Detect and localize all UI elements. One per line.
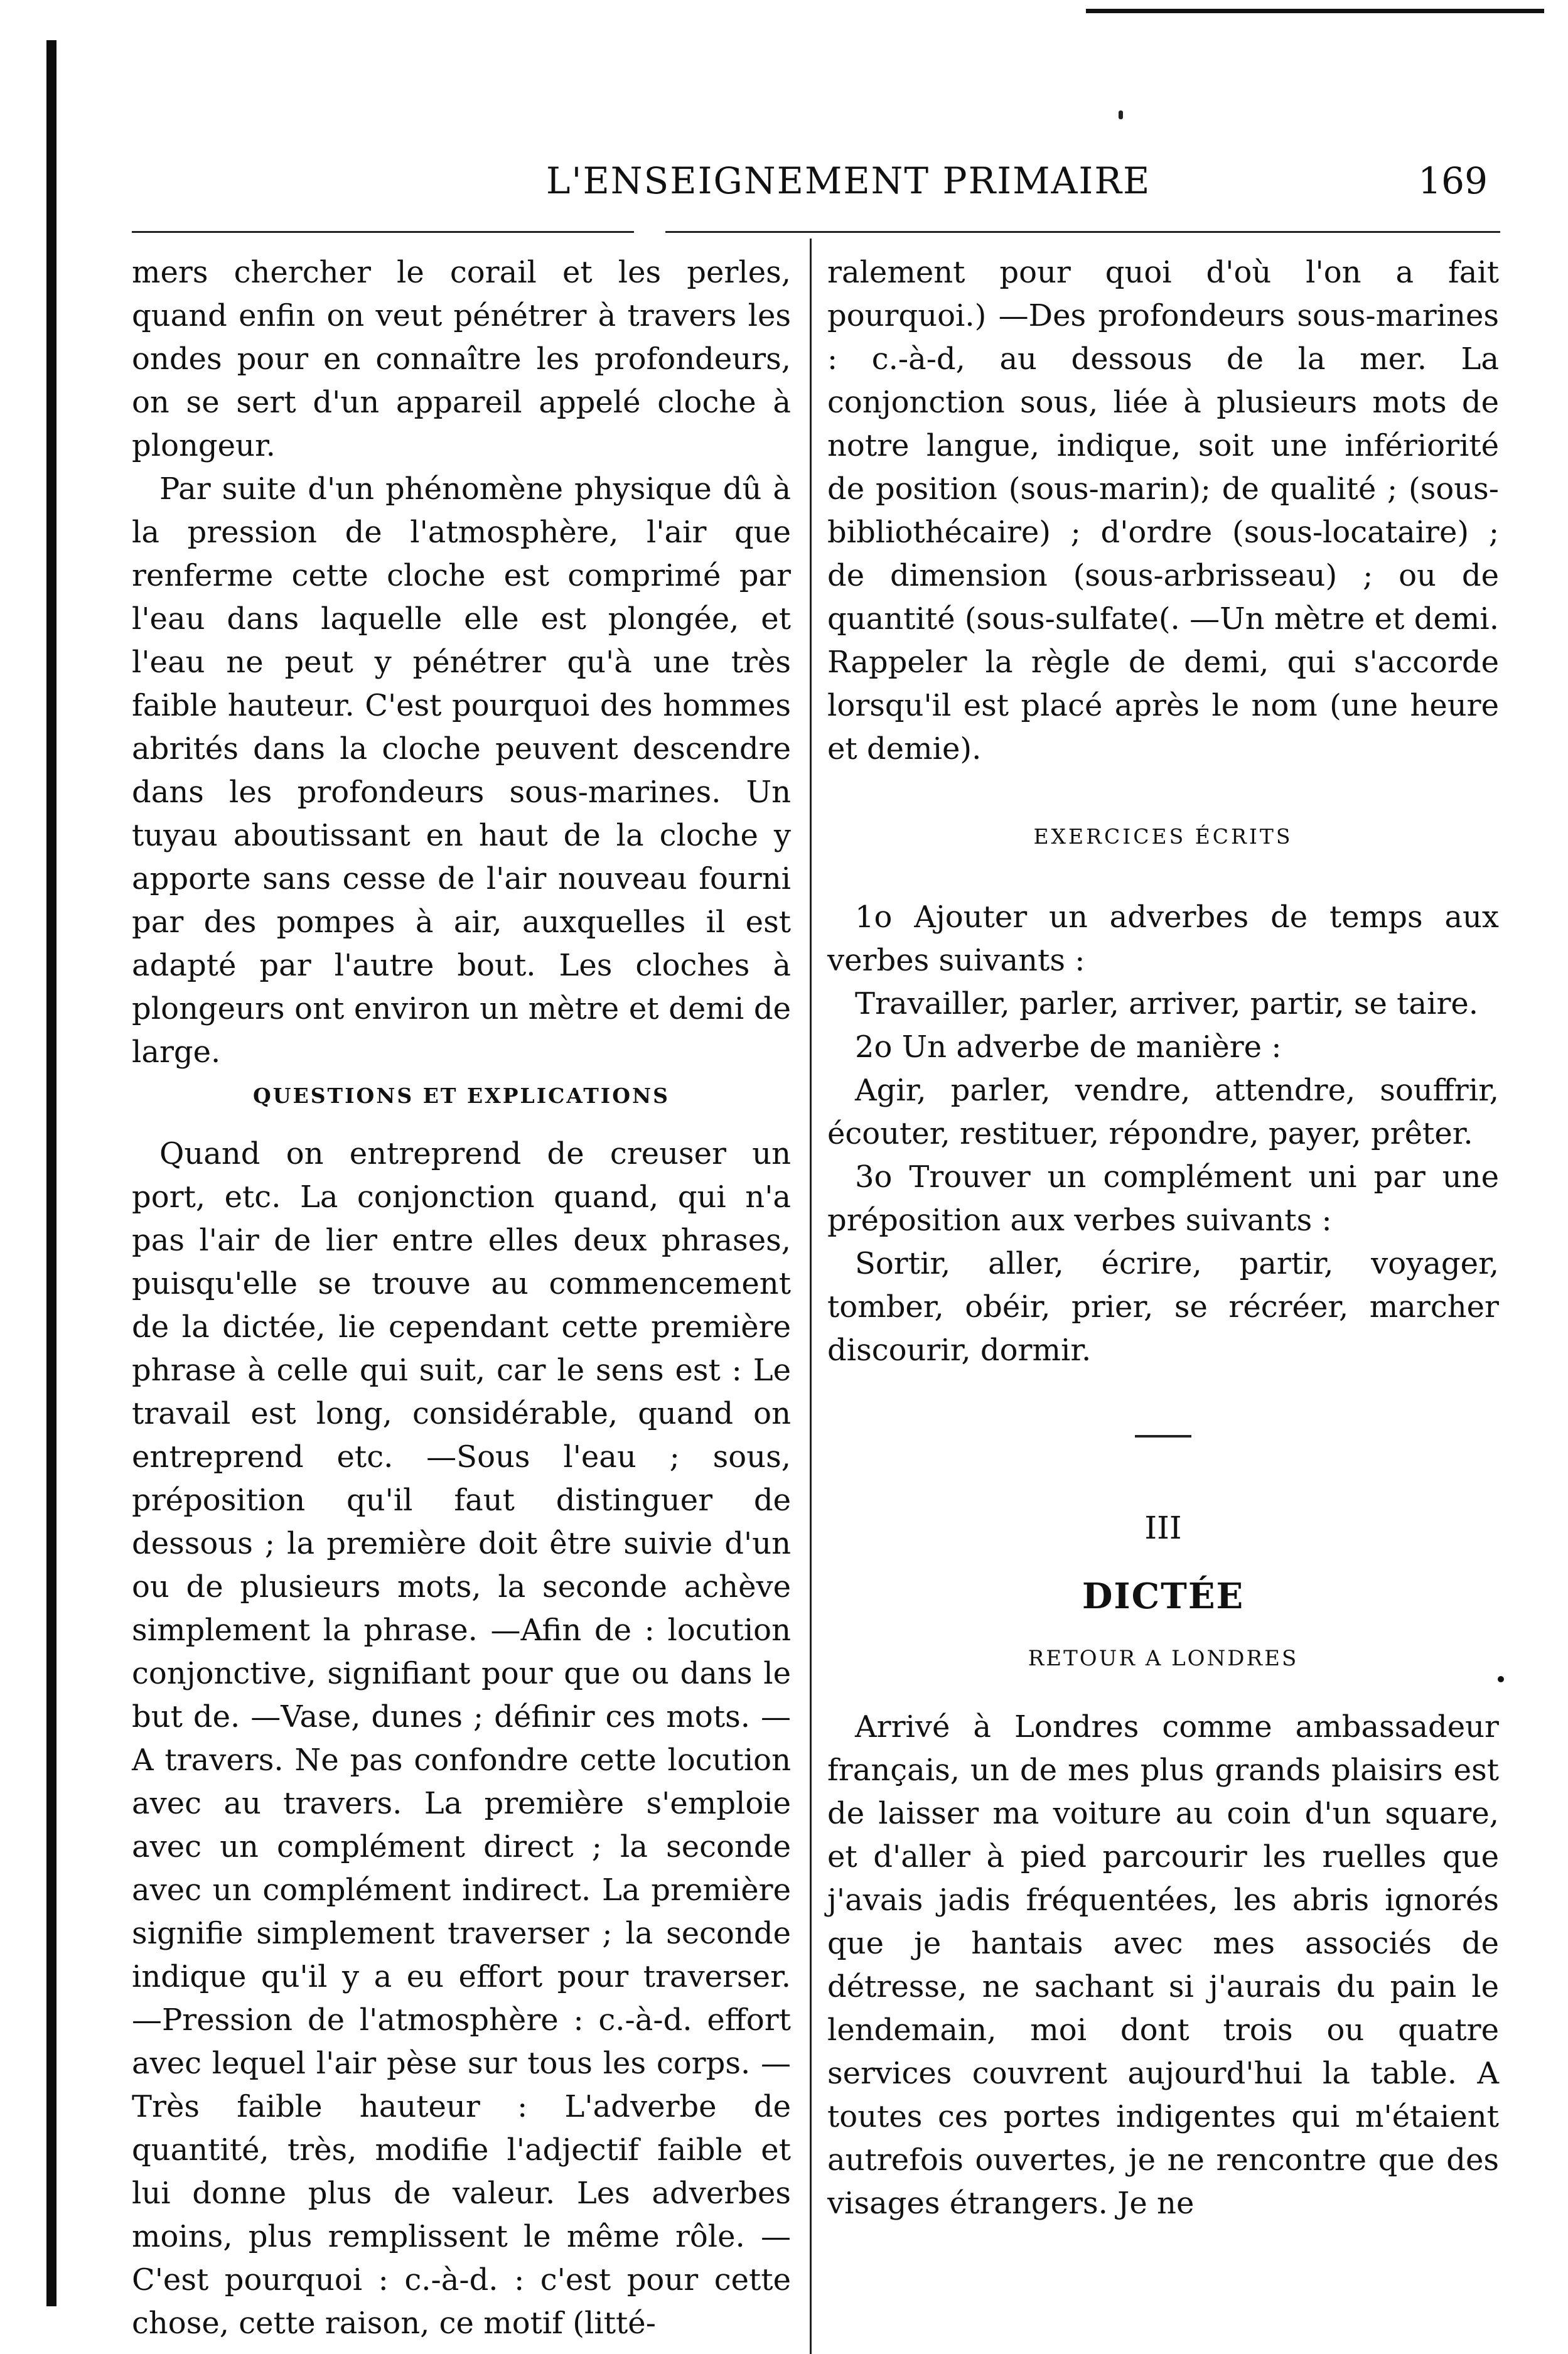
column-divider	[810, 239, 812, 2354]
section-title: EXERCICES ÉCRITS	[1033, 824, 1293, 849]
header-rule-right	[665, 231, 1500, 233]
section-title: QUESTIONS ET EXPLICATIONS	[253, 1083, 670, 1108]
left-column	[132, 251, 791, 2345]
top-border-rule	[1086, 9, 1544, 13]
ink-speck	[1119, 110, 1123, 119]
dictee-text: Arrivé à Londres comme ambassadeur français, un de mes plus grands plaisirs est de laisser ma voiture au coin d'un square, et d'aller à pied parcourir les ruelles que j'avais jadis fréquentées, les abris ignorés que je hantais avec mes associés de détresse, ne sachant si j'aurais du pain le lendemain, moi dont trois ou quatre services couvrent aujourd'hui la table. A toutes ces portes indigentes qui m'étaient autrefois ouvertes, je ne rencontre que des visages étrangers. Je ne	[827, 1709, 1499, 2221]
exercise-verbs: Agir, parler, vendre, attendre, souffrir, écouter, restituer, répondre, payer, prêter.	[827, 1073, 1499, 1151]
page-header	[132, 159, 1500, 206]
exercise-item: 3o Trouver un complément uni par une préposition aux verbes suivants :	[827, 1159, 1499, 1238]
header-rule-left	[132, 231, 634, 233]
running-title: L'ENSEIGNEMENT PRIMAIRE	[546, 159, 1151, 202]
right-column	[827, 251, 1499, 2225]
dictee-subtitle: RETOUR A LONDRES	[1028, 1646, 1299, 1671]
page-number: 169	[1418, 159, 1488, 202]
paragraph: mers chercher le corail et les perles, quand enfin on veut pénétrer à travers les ondes pour en connaître les profondeurs, on se sert d'un appareil appelé cloche à plongeur.	[132, 255, 791, 463]
exercise-verbs: Sortir, aller, écrire, partir, voyager, tomber, obéir, prier, se récréer, marcher discourir, dormir.	[827, 1246, 1499, 1368]
part-number: III	[1144, 1510, 1182, 1546]
exercise-item: 2o Un adverbe de manière :	[855, 1029, 1282, 1065]
paragraph: Quand on entreprend de creuser un port, etc. La conjonction quand, qui n'a pas l'air de lier entre elles deux phrases, puisqu'elle se trouve au commencement de la dictée, lie cependant cette première phrase à celle qui suit, car le sens est : Le travail est long, considérable, quand on entreprend etc. —Sous l'eau ; sous, préposition qu'il faut distinguer de dessous ; la première doit être suivie d'un ou de plusieurs mots, la seconde achève simplement la phrase. —Afin de : locution conjonctive, signifiant pour que ou dans le but de. —Vase, dunes ; définir ces mots. —A travers. Ne pas confondre cette locution avec au travers. La première s'emploie avec un complément direct ; la seconde avec un complément indirect. La première signifie simplement traverser ; la seconde indique qu'il y a eu effort pour traverser. —Pression de l'atmosphère : c.-à-d. effort avec lequel l'air pèse sur tous les corps. — Très faible hauteur : L'adverbe de quantité, très, modifie l'adjectif faible et lui donne plus de valeur. Les adverbes moins, plus remplissent le même rôle. —C'est pourquoi : c.-à-d. : c'est pour cette chose, cette raison, ce motif (litté-	[132, 1136, 791, 2341]
scan-margin-bar	[46, 40, 56, 2306]
section-ornament	[1135, 1435, 1191, 1438]
paragraph: ralement pour quoi d'où l'on a fait pourquoi.) —Des profondeurs sous-marines : c.-à-d, au dessous de la mer. La conjonction sous, liée à plusieurs mots de notre langue, indique, soit une infériorité de position (sous-marin); de qualité ; (sous-bibliothécaire) ; d'ordre (sous-locataire) ; de dimension (sous-arbrisseau) ; ou de quantité (sous-sulfate(. —Un mètre et demi. Rappeler la règle de demi, qui s'accorde lorsqu'il est placé après le nom (une heure et demie).	[827, 255, 1499, 766]
exercise-item: 1o Ajouter un adverbes de temps aux verbes suivants :	[827, 900, 1499, 978]
paragraph: Par suite d'un phénomène physique dû à la pression de l'atmosphère, l'air que renferme cette cloche est comprimé par l'eau dans laquelle elle est plongée, et l'eau ne peut y pénétrer qu'à une très faible hauteur. C'est pourquoi des hommes abrités dans la cloche peuvent descendre dans les profondeurs sous-marines. Un tuyau aboutissant en haut de la cloche y apporte sans cesse de l'air nouveau fourni par des pompes à air, auxquelles il est adapté par l'autre bout. Les cloches à plongeurs ont environ un mètre et demi de large.	[132, 471, 791, 1070]
dictee-title: DICTÉE	[1082, 1576, 1245, 1617]
exercise-verbs: Travailler, parler, arriver, partir, se taire.	[855, 986, 1479, 1021]
